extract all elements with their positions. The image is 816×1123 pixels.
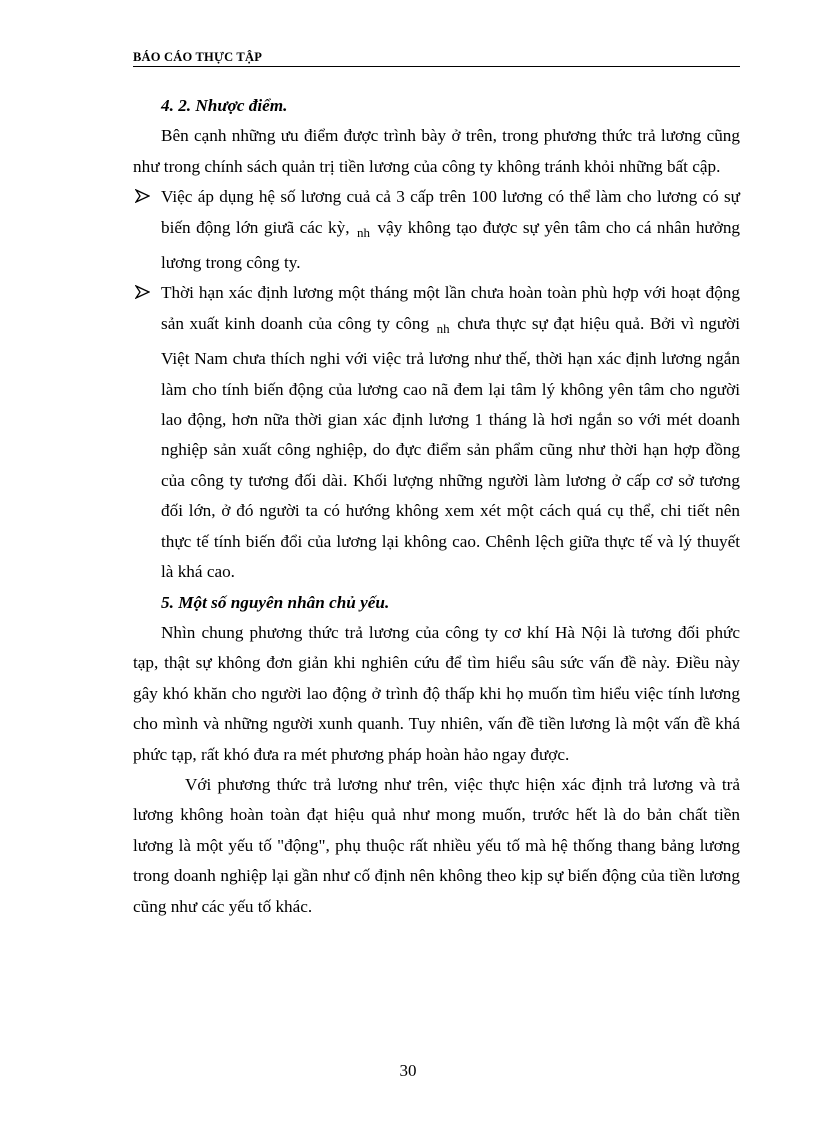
paragraph-intro: Bên cạnh những ưu điểm được trình bày ở trên, trong phương thức trả lương cũng như trong chính sách quản trị tiền lương của công ty không tránh khỏi những bất cập. [133,126,740,176]
section-heading-4-2: 4. 2. Nhược điểm. [161,96,288,115]
document-body [133,91,740,922]
bullet-1-text-a: Việc áp dụng hệ số lương cuả cả 3 cấp trên 100 lương có thể làm cho lương có sự biến động lớn giưã các kỳ, [161,187,740,237]
bullet-item-1 [133,182,740,278]
paragraph-causes-1: Nhìn chung phương thức trả lương của công ty cơ khí Hà Nội là tương đối phức tạp, thật sự không đơn giản khi nghiên cứu để tìm hiểu sâu sức vấn đề này. Điều này gây khó khăn cho người lao động ở trình độ thấp khi họ muốn tìm hiểu việc tính lương cho mình và những người xunh quanh. Tuy nhiên, vấn đề tiền lương là một vấn đề khá phức tạp, rất khó đưa ra mét phương pháp hoàn hảo ngay được. [133,622,740,764]
bullet-1-text-b: vậy không tạo được sự yên tâm cho cá nhân hưởng lương trong công ty. [161,217,741,273]
paragraph-causes-2: Với phương thức trả lương như trên, việc thực hiện xác định trả lương và trả lương không hoàn toàn đạt hiệu quả như mong muốn, trước hết là do bản chất tiền lương là một yếu tố "động", phụ thuộc rất nhiều yếu tố mà hệ thống thang bảng lương trong doanh nghiệp lại gần như cố định nên không theo kịp sự biến động của tiền lương cũng như các yếu tố khác. [133,774,740,916]
bullet-2-text-a: Thời hạn xác định lương một tháng một lần chưa hoàn toàn phù hợp với hoạt động sản xuất kinh doanh của công ty công [161,283,740,333]
arrowhead-bullet-icon [135,278,151,308]
arrowhead-bullet-icon [135,182,151,212]
bullet-2-nh-fragment: nh [436,320,450,336]
page-header [133,46,740,67]
report-title: BÁO CÁO THỰC TẬP [133,50,263,64]
section-heading-5: 5. Một số nguyên nhân chủ yếu. [161,592,390,612]
bullet-1-nh-fragment: nh [357,224,371,240]
bullet-2-text-b: chưa thực sự đạt hiệu quả. Bởi vì người Việt Nam chưa thích nghi với việc trả lương như thế, thời hạn xác định lương ngắn làm cho tính biến động của lương cao nã đem lại tâm lý không yên tâm cho người lao động, hơn nữa thời gian xác định lương 1 tháng là hơi ngắn so với mét doanh nghiệp sản xuất công nghiệp, do đực điểm sản phẩm cũng như thời hạn hợp đồng của công ty tương đối dài. Khối lượng những người làm lương ở cấp cơ sở tương đối lớn, ở đó người ta có hướng không xem xét một cách quá cụ thể, chi tiết nên thực tế tính biến đổi của lương lại không cao. Chênh lệch giữa thực tế và lý thuyết là khá cao. [161,313,741,582]
bullet-item-2 [133,278,740,587]
page-number: 30 [399,1061,417,1080]
